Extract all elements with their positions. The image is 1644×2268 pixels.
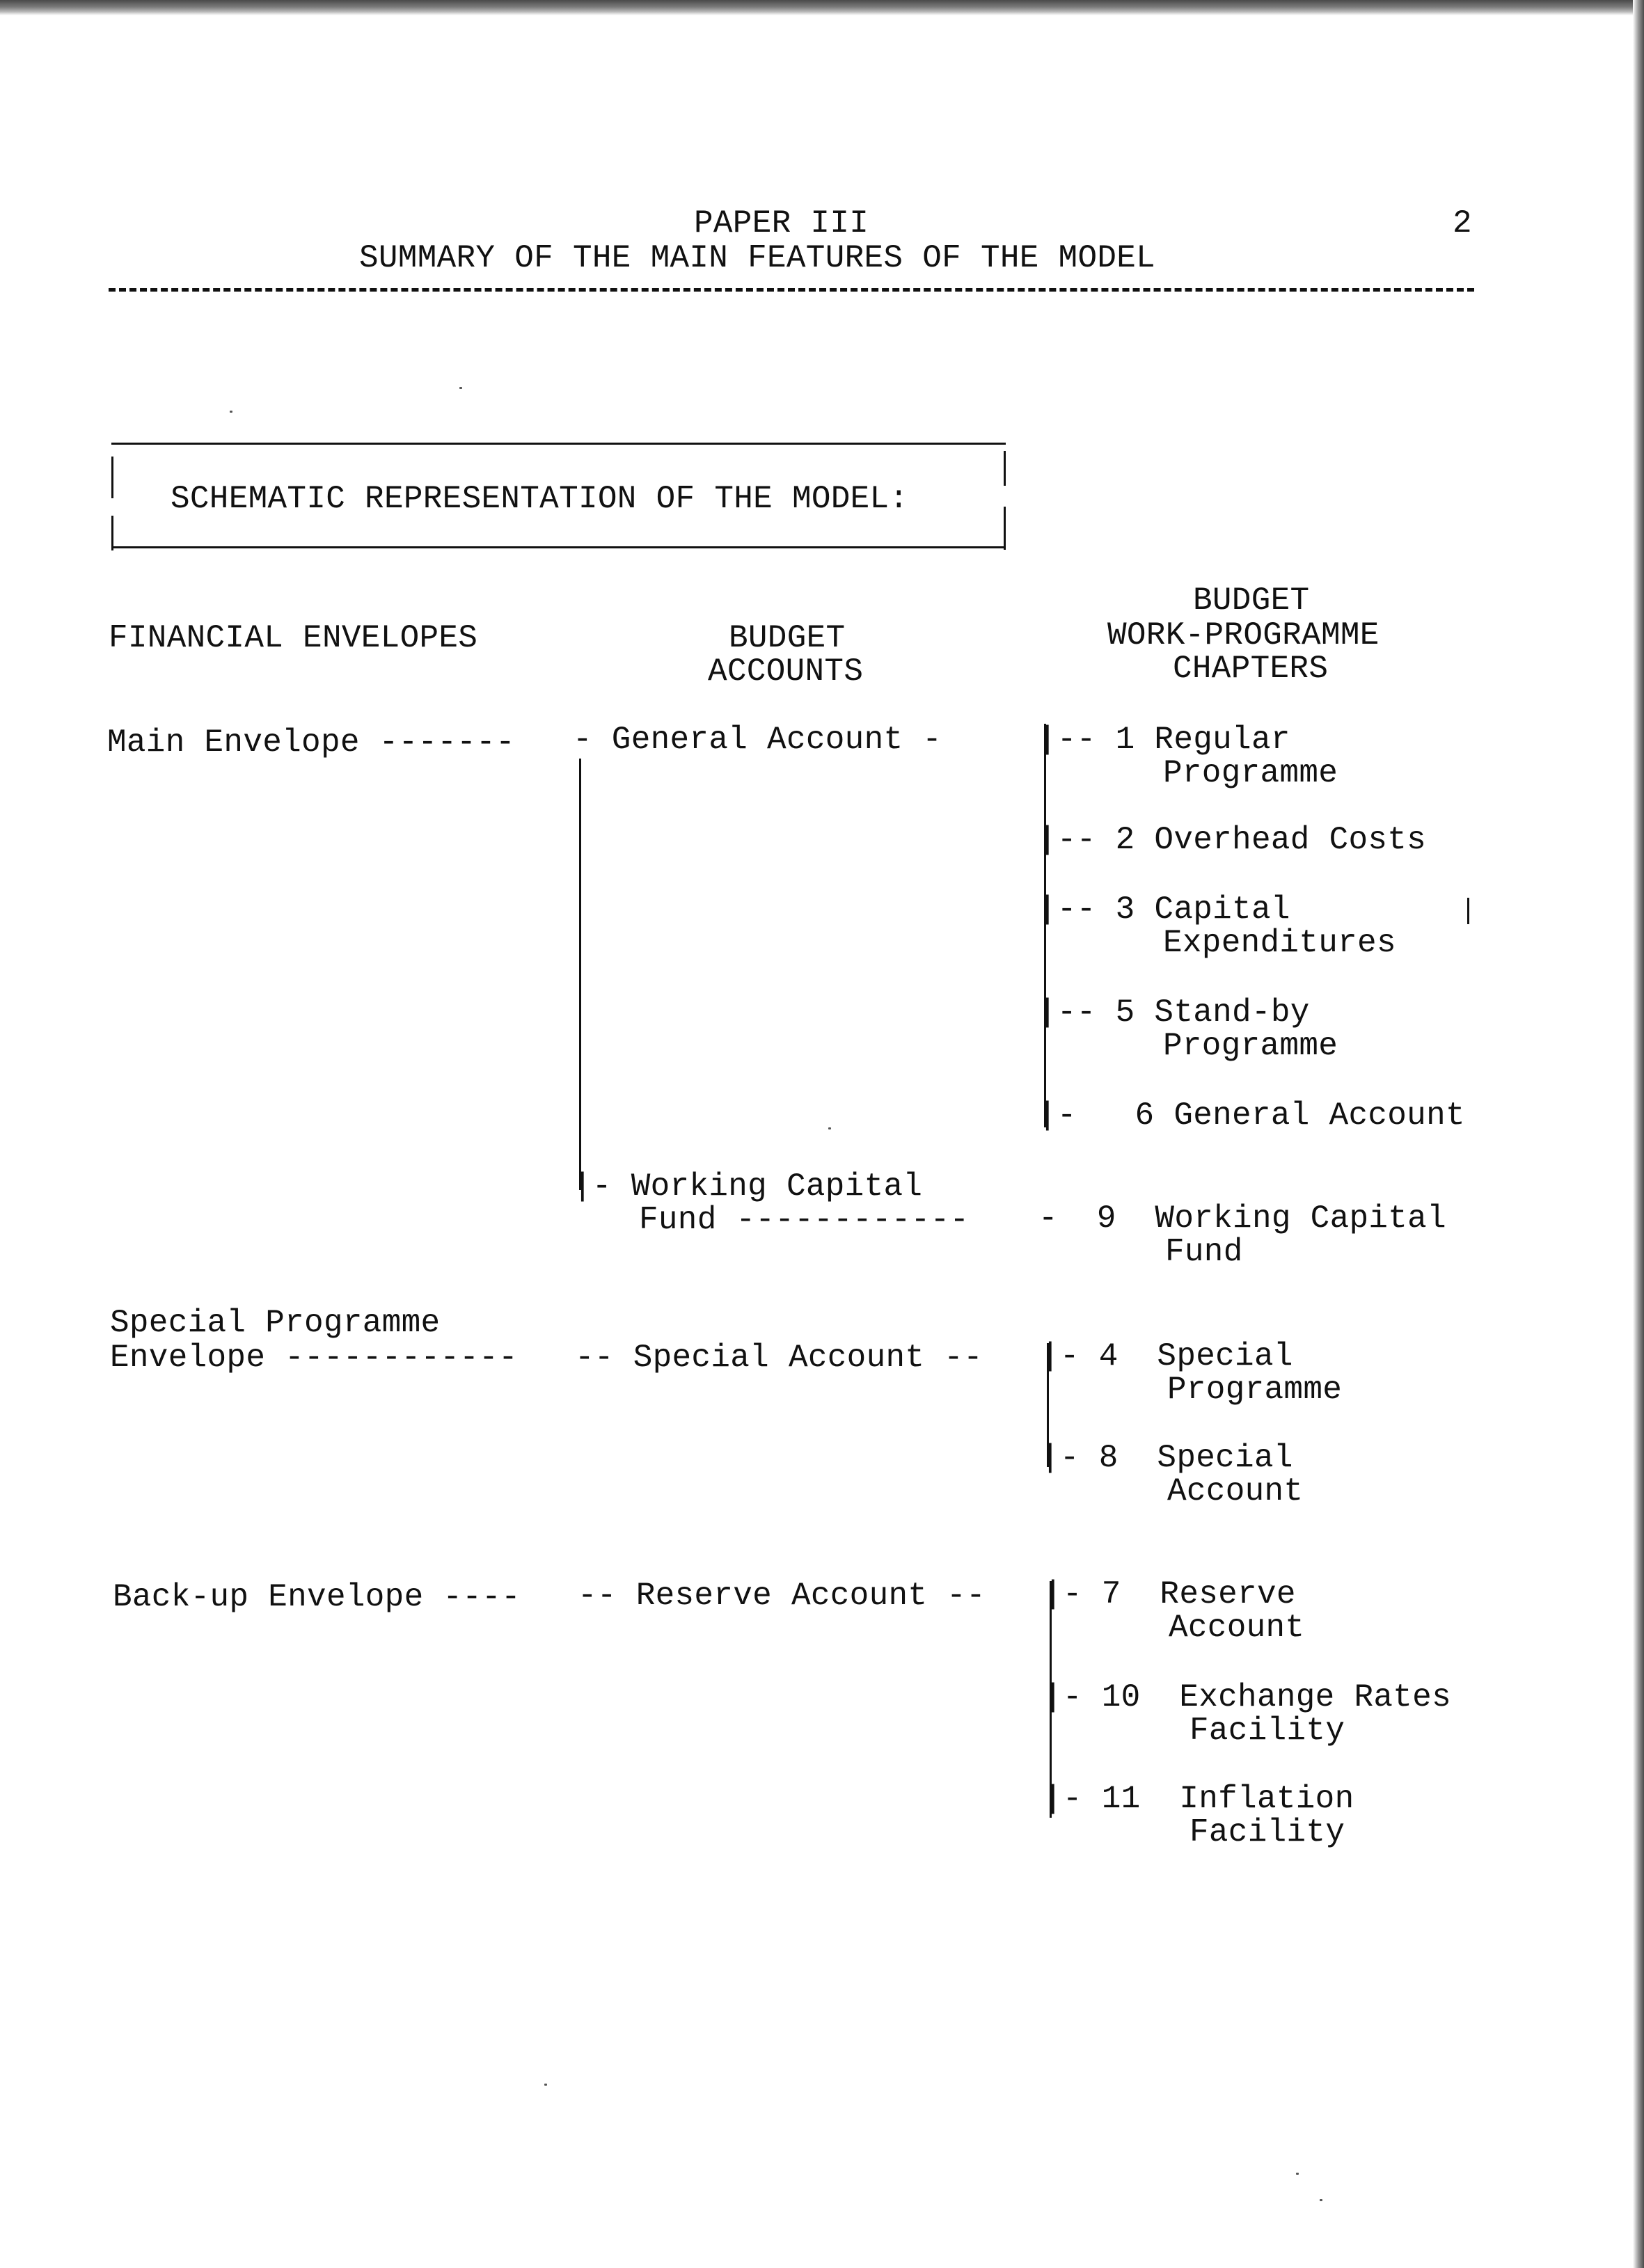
reserve-account: -- Reserve Account --: [578, 1578, 986, 1614]
chapter-9-line2: Fund: [1165, 1234, 1243, 1270]
chapter-5-line2: Programme: [1163, 1028, 1338, 1064]
general-account: - General Account -: [573, 722, 942, 758]
header-rule: [109, 288, 1474, 292]
chapter-3-line2: Expenditures: [1163, 925, 1396, 961]
chapter-10-line2: Facility: [1189, 1713, 1345, 1749]
heading-budget-accounts-line2: ACCOUNTS: [708, 653, 864, 690]
heading-chapters-line3: CHAPTERS: [1173, 651, 1329, 687]
working-capital-fund-line1: |- Working Capital: [573, 1168, 923, 1205]
working-capital-fund-line2: Fund ------------: [639, 1202, 970, 1238]
page-number: 2: [1453, 205, 1472, 241]
chapter-4-line2: Programme: [1167, 1372, 1343, 1408]
chapter-8-line2: Account: [1167, 1473, 1304, 1509]
chapter-8-line1: |- 8 Special: [1041, 1440, 1293, 1476]
general-account-connector: [579, 759, 581, 1190]
special-envelope-line1: Special Programme: [110, 1305, 441, 1341]
chapter-3-line1: |-- 3 Capital: [1038, 891, 1290, 928]
scan-speck: [828, 1127, 831, 1129]
chapter-5-line1: |-- 5 Stand-by: [1038, 994, 1310, 1031]
page-title: SUMMARY OF THE MAIN FEATURES OF THE MODEL: [359, 240, 1156, 276]
scan-edge-right: [1633, 0, 1644, 2268]
scan-speck: [1296, 2173, 1299, 2175]
chapter-3-margin-mark: [1467, 898, 1469, 924]
chapter-2: |-- 2 Overhead Costs: [1038, 822, 1427, 858]
scan-edge-top: [0, 0, 1644, 15]
chapter-1-line2: Programme: [1163, 755, 1338, 791]
paper-label: PAPER III: [694, 205, 869, 241]
heading-chapters-line2: WORK-PROGRAMME: [1107, 617, 1380, 653]
chapter-11-line2: Facility: [1189, 1814, 1345, 1850]
scan-speck: [459, 387, 462, 389]
schematic-title: SCHEMATIC REPRESENTATION OF THE MODEL:: [171, 481, 909, 517]
chapter-10-line1: |- 10 Exchange Rates: [1043, 1679, 1451, 1715]
heading-chapters-line1: BUDGET: [1193, 582, 1310, 619]
chapter-1-line1: |-- 1 Regular: [1038, 722, 1290, 758]
chapter-4-line1: |- 4 Special: [1041, 1338, 1293, 1374]
chapter-7-line1: |- 7 Reserve: [1043, 1576, 1296, 1612]
backup-envelope: Back-up Envelope ----: [113, 1579, 521, 1615]
special-envelope-line2: Envelope ------------: [110, 1340, 518, 1376]
scan-speck: [1320, 2199, 1322, 2201]
chapter-6: |- 6 General Account: [1038, 1097, 1465, 1134]
chapter-9-line1: - 9 Working Capital: [1038, 1200, 1446, 1237]
special-account: -- Special Account --: [575, 1340, 983, 1376]
heading-budget-accounts-line1: BUDGET: [729, 620, 846, 656]
main-envelope: Main Envelope -------: [107, 724, 515, 761]
heading-financial-envelopes: FINANCIAL ENVELOPES: [109, 620, 478, 656]
scan-speck: [230, 411, 232, 413]
chapter-7-line2: Account: [1169, 1610, 1305, 1646]
scan-speck: [544, 2084, 547, 2086]
chapter-11-line1: |- 11 Inflation: [1043, 1781, 1354, 1817]
